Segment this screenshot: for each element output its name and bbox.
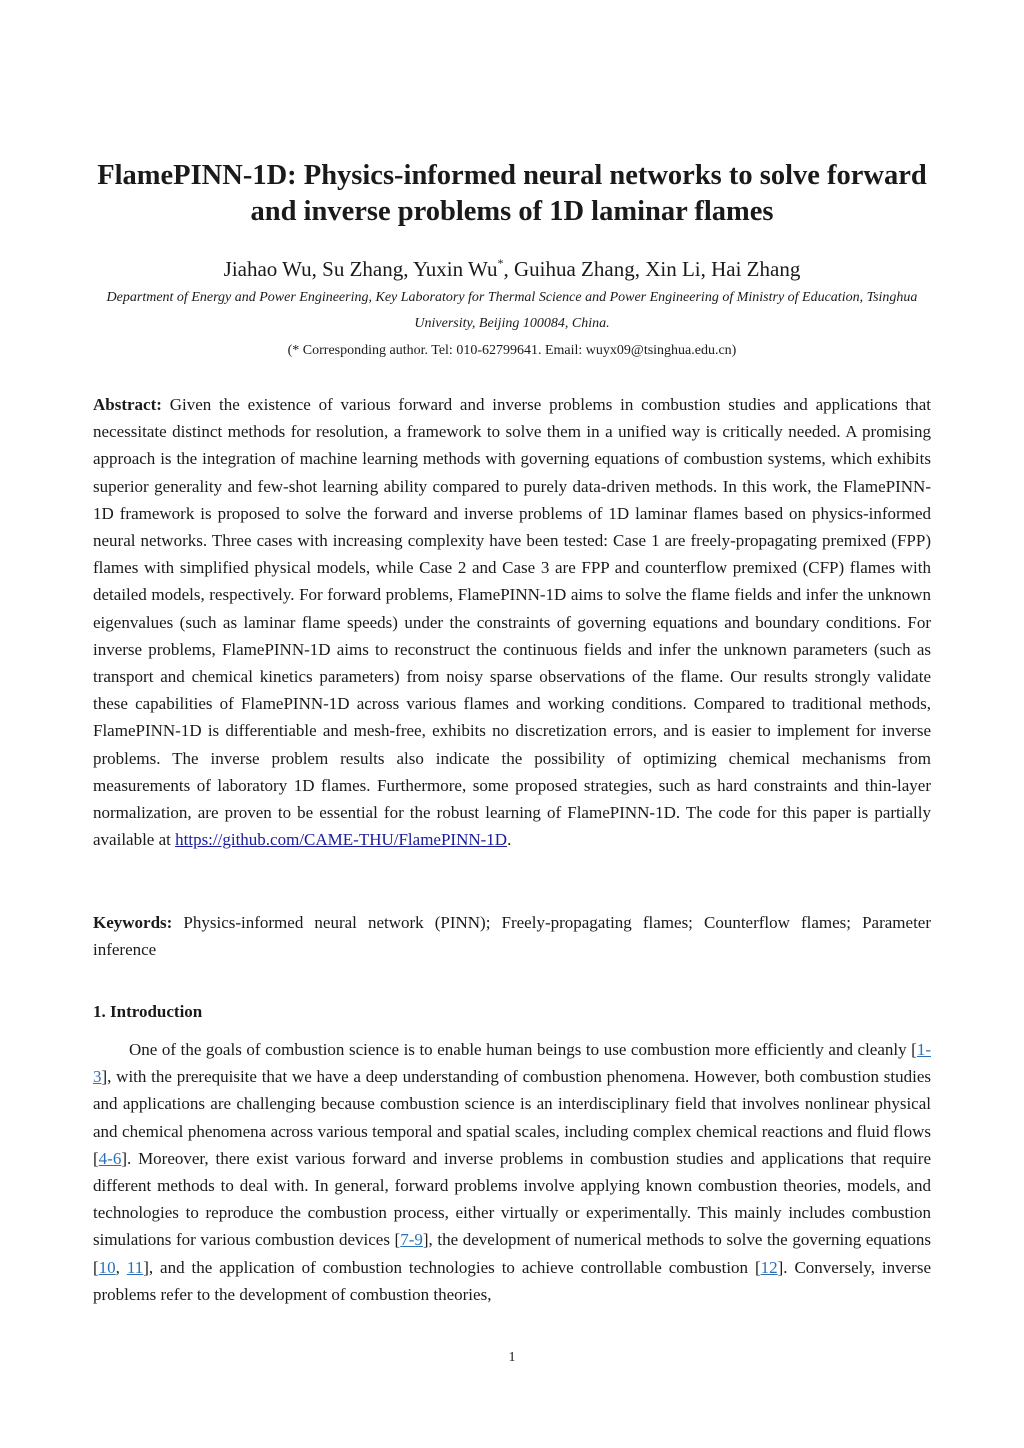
author-list bbox=[93, 255, 931, 283]
authors-main: Jiahao Wu, Su Zhang, Yuxin Wu bbox=[223, 257, 498, 281]
corresponding-author-note: (* Corresponding author. Tel: 010-62799641. Email: wuyx09@tsinghua.edu.cn) bbox=[287, 343, 737, 358]
citation-link[interactable]: 1-3 bbox=[93, 1040, 931, 1087]
affiliation: Department of Energy and Power Engineering, Key Laboratory for Thermal Science and Power Engineering of Ministry of Education, Tsinghua University, Beijing 100084, China. bbox=[106, 290, 918, 331]
citation-link[interactable]: 10 bbox=[98, 1257, 116, 1277]
authors-rest: , Guihua Zhang, Xin Li, Hai Zhang bbox=[503, 257, 801, 281]
page-number: 1 bbox=[508, 1350, 516, 1365]
keywords bbox=[93, 909, 931, 963]
citation-link[interactable]: 7-9 bbox=[400, 1230, 423, 1250]
abstract-end: . bbox=[507, 830, 512, 850]
abstract-label: Abstract: bbox=[93, 395, 162, 414]
intro-text-3: ]. Moreover, there exist various forward and inverse problems in combustion studies and applications that require different methods to deal with. In general, forward problems involve applying known combustion theories, models, and technologies to reproduce the combustion process, either virtually or experimentally. This mainly includes combustion simulations for various combustion devices [ bbox=[93, 1148, 931, 1250]
intro-text-2: ], with the prerequisite that we have a deep understanding of combustion phenomena. However, both combustion studies and applications are challenging because combustion science is an interdisciplinary field that involves nonlinear physical and chemical phenomena across various temporal and spatial scales, including complex chemical reactions and fluid flows [ bbox=[93, 1067, 931, 1168]
paper-title: FlamePINN-1D: Physics-informed neural networks to solve forward and inverse problems of 1D laminar flames bbox=[97, 160, 927, 227]
intro-text-4: ], the development of numerical methods to solve the governing equations [ bbox=[93, 1230, 931, 1277]
citation-link[interactable]: 12 bbox=[760, 1257, 778, 1277]
abstract bbox=[93, 391, 931, 853]
abstract-text: Given the existence of various forward and inverse problems in combustion studies and applications that necessitate distinct methods for resolution, a framework to solve them in a unified way is critically needed. A promising approach is the integration of machine learning methods with governing equations of combustion systems, which exhibits superior generality and few-shot learning ability compared to purely data-driven methods. In this work, the FlamePINN-1D framework is proposed to solve the forward and inverse problems of 1D laminar flames based on physics-informed neural networks. Three cases with increasing complexity have been tested: Case 1 are freely-propagating premixed (FPP) flames with simplified physical models, while Case 2 and Case 3 are FPP and counterflow premixed (CFP) flames with detailed models, respectively. For forward problems, FlamePINN-1D aims to solve the flame fields and infer the unknown eigenvalues (such as laminar flame speeds) under the constraints of governing equations and boundary conditions. For inverse problems, FlamePINN-1D aims to reconstruct the continuous fields and infer the unknown parameters (such as transport and chemical kinetics parameters) from noisy sparse observations of the flame. Our results strongly validate these capabilities of FlamePINN-1D across various flames and working conditions. Compared to traditional methods, FlamePINN-1D is differentiable and mesh-free, exhibits no discretization errors, and is easier to implement for inverse problems. The inverse problem results also indicate the possibility of optimizing chemical mechanisms from measurements of laboratory 1D flames. Furthermore, some proposed strategies, such as hard constraints and thin-layer normalization, are proven to be essential for the robust learning of FlamePINN-1D. The code for this paper is partially available at bbox=[93, 395, 931, 850]
keywords-label: Keywords: bbox=[93, 913, 173, 932]
intro-text-7: ]. Conversely, inverse problems refer to the development of combustion theories, bbox=[93, 1257, 932, 1304]
introduction-paragraph bbox=[93, 1036, 931, 1308]
citation-link[interactable]: 11 bbox=[126, 1257, 144, 1277]
corresponding-mark: * bbox=[497, 256, 504, 270]
keywords-text: Physics-informed neural network (PINN); Freely-propagating flames; Counterflow flames; Parameter inference bbox=[93, 913, 931, 960]
code-repository-link[interactable]: https://github.com/CAME-THU/FlamePINN-1D bbox=[175, 830, 508, 850]
citation-link[interactable]: 4-6 bbox=[98, 1148, 122, 1168]
intro-text-5: , bbox=[115, 1257, 127, 1277]
intro-text-1: One of the goals of combustion science is to enable human beings to use combustion more efficiently and cleanly [ bbox=[129, 1040, 917, 1059]
section-heading-introduction: 1. Introduction bbox=[93, 1002, 203, 1021]
intro-text-6: ], and the application of combustion technologies to achieve controllable combustion [ bbox=[143, 1257, 761, 1277]
